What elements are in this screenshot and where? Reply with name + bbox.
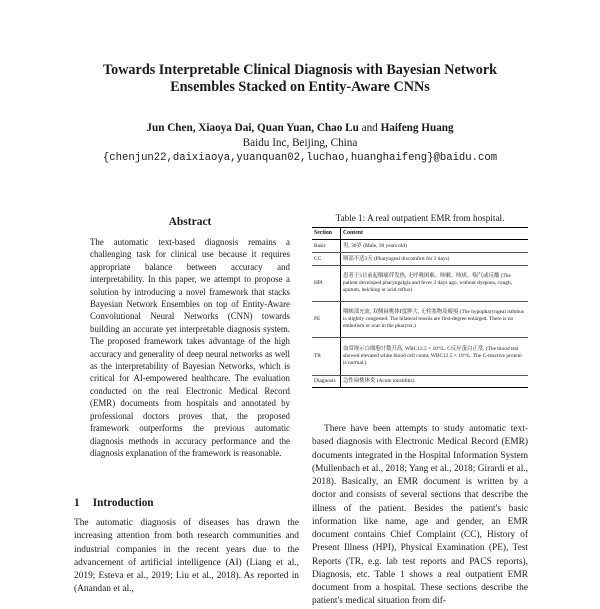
table-cell-content: 咽峡部充血, 双侧扁桃体Ⅰ度肿大, 无栓塞物及瘢痕 (The hypopharyngeal isthmus is slightly congested. The bilateral tonsils are first-degree enlarged. There is no embolism or scar in the pharynx.) — [341, 302, 529, 338]
right-column-text — [312, 423, 528, 609]
table-cell-section: PE — [312, 302, 341, 338]
table-cell-section: HPI — [312, 266, 341, 302]
table-cell-section: Diagnosis — [312, 376, 341, 388]
table-header-content: Content — [341, 228, 529, 240]
table-cell-content: 男, 30岁 (Male, 30 years old) — [341, 240, 529, 253]
author-names — [40, 121, 560, 136]
table-cell-content: 咽部不适3天 (Pharyngeal discomfort for 3 days) — [341, 253, 529, 266]
emr-table — [312, 227, 528, 388]
section-title: Introduction — [92, 497, 154, 509]
right-paragraph: There have been attempts to study automatic text-based diagnosis with Electronic Medical Record (EMR) documents integrated in the Hospital Information System (Mullenbach et al., 2018; Yang et al., 2018; Girardi et al., 2018). Basically, an EMR document is written by a doctor and consists of several sections that describe the illness of the patient. Besides the patient's basic information like name, age and gender, an EMR document contains Chief Complaint (CC), History of Present Illness (HPI), Physical Examination (PE), Test Reports (TR, e.g. lab test reports and PACS reports), Diagnosis, etc. Table 1 shows a real outpatient EMR document from a hospital. These sections describe the patient's medical situation from dif- — [312, 424, 528, 607]
table-cell-content: 患者于3日前起咽痛伴发热, 无呼吸困难、咳嗽、咳痰、喘气或反酸 (The patient developed pharyngalgia and fever 3 days ago, without dyspnea, cough, sputum, belching or acid reflux) — [341, 266, 529, 302]
table-cell-section: CC — [312, 253, 341, 266]
author-emails: {chenjun22,daixiaoya,yuanquan02,luchao,huanghaifeng}@baidu.com — [102, 152, 498, 164]
title-line-2: Ensembles Stacked on Entity-Aware CNNs — [170, 79, 430, 95]
author-block — [40, 121, 560, 166]
table-cell-content: 急性扁桃体炎 (Acute tonsillitis) — [341, 376, 529, 388]
paper-title — [40, 62, 560, 96]
table-caption: Table 1: A real outpatient EMR from hospital. — [335, 213, 505, 223]
authors: Jun Chen, Xiaoya Dai, Quan Yuan, Chao Lu — [146, 122, 359, 134]
abstract-text: The automatic text-based diagnosis remains a challenging task for clinical use because it requires appropriate balance between accuracy and interpretability. In this paper, we attempt to propose a solution by introducing a novel framework that stacks Bayesian Network Ensembles on top of Entity-Aware Convolutional Neural Networks (CNN) towards building an accurate yet interpretable diagnosis system. The proposed framework takes advantage of the high accuracy and generality of deep neural networks as well as the interpretability of Bayesian Networks, which is critical for AI-empowered healthcare. The evaluation conducted on the real Electronic Medical Record (EMR) documents from hospitals and annotated by professional doctors proves that, the proposed framework outperforms the previous automatic diagnosis methods in accuracy performance and the diagnosis explanation of the framework is reasonable. — [90, 237, 290, 458]
abstract-heading: Abstract — [168, 216, 212, 228]
table-header-row — [312, 228, 528, 240]
table-row — [312, 338, 528, 376]
table-row — [312, 302, 528, 338]
last-author: Haifeng Huang — [380, 122, 454, 134]
section-heading-introduction — [74, 497, 154, 509]
table-cell-content: 血常规示白细胞计数升高, WBC12.5 × 10⁹/L. C反应蛋白正常, (The blood test showed elevated white blood cell count, WBC12.5 × 10⁹/L. The C-reactive protein is normal.) — [341, 338, 529, 376]
section-number: 1 — [74, 497, 80, 509]
table-cell-section: Basic — [312, 240, 341, 253]
table-row — [312, 266, 528, 302]
table-row — [312, 376, 528, 388]
title-line-1: Towards Interpretable Clinical Diagnosis with Bayesian Network — [102, 62, 498, 78]
table-row — [312, 253, 528, 266]
table-cell-section: TR — [312, 338, 341, 376]
authors-and: and — [361, 122, 378, 134]
table-row — [312, 240, 528, 253]
introduction-text: The automatic diagnosis of diseases has drawn the increasing attention from both research communities and industrial companies in the recent years due to the advancement of artificial intelligence (AI) (Liang et al., 2019; Esteva et al., 2019; Liu et al., 2018). As reported in (Anandan et al., — [74, 518, 299, 595]
affiliation: Baidu Inc, Beijing, China — [242, 137, 358, 149]
table-header-section: Section — [312, 228, 341, 240]
